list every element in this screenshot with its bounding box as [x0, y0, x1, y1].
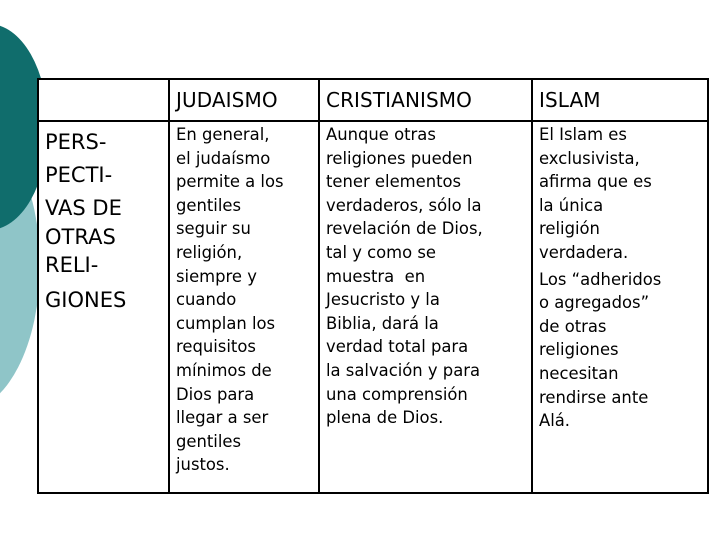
text-line: verdaderos, sólo la [326, 195, 482, 215]
islam-paragraph-2 [539, 268, 702, 433]
text-line: siempre y [176, 266, 257, 286]
text-line: justos. [176, 455, 230, 475]
cristianismo-paragraph [326, 123, 526, 430]
perspectives-row [38, 121, 708, 493]
text-line: permite a los [176, 172, 284, 192]
text-line: afirma que es [539, 172, 652, 192]
text-line: Biblia, dará la [326, 313, 439, 333]
text-line: necesitan [539, 363, 619, 383]
text-line: cumplan los [176, 313, 276, 333]
text-line: gentiles [176, 195, 242, 215]
header-islam: ISLAM [532, 79, 708, 121]
text-line: Dios para [176, 384, 255, 404]
text-line: religiones [539, 340, 619, 360]
text-line: Jesucristo y la [326, 290, 440, 310]
text-line: gentiles [176, 431, 242, 451]
text-line: plena de Dios. [326, 408, 444, 428]
text-line: el judaísmo [176, 148, 271, 168]
text-line: El Islam es [539, 125, 627, 144]
religions-comparison-table [37, 78, 709, 494]
text-line: En general, [176, 125, 270, 144]
text-line: religiones pueden [326, 148, 473, 168]
text-line: tal y como se [326, 242, 437, 262]
header-row [38, 79, 708, 121]
judaismo-paragraph [176, 123, 313, 477]
text-line: Alá. [539, 411, 571, 431]
text-line: la única [539, 195, 604, 215]
text-line: muestra en [326, 266, 426, 286]
text-line: mínimos de [176, 360, 272, 380]
islam-paragraph-1 [539, 123, 702, 265]
row-label-line: GIONES [45, 288, 127, 312]
text-line: requisitos [176, 337, 256, 357]
text-line: revelación de Dios, [326, 219, 483, 239]
text-line: religión, [176, 242, 243, 262]
row-label-line: VAS DE [45, 196, 122, 220]
text-line: llegar a ser [176, 408, 269, 428]
header-empty [38, 79, 169, 121]
text-line: de otras [539, 316, 607, 336]
cristianismo-text [319, 121, 532, 493]
text-line: verdadera. [539, 242, 629, 262]
text-line: la salvación y para [326, 360, 481, 380]
row-label-line: RELI- [45, 253, 99, 277]
islam-text [532, 121, 708, 493]
text-line: seguir su [176, 219, 251, 239]
text-line: tener elementos [326, 172, 462, 192]
row-label-perspectivas [38, 121, 169, 493]
text-line: o agregados” [539, 293, 650, 313]
row-label-line: OTRAS [45, 225, 116, 249]
text-line: verdad total para [326, 337, 469, 357]
text-line: cuando [176, 290, 237, 310]
header-cristianismo: CRISTIANISMO [319, 79, 532, 121]
text-line: religión [539, 219, 600, 239]
text-line: exclusivista, [539, 148, 640, 168]
row-label-line: PERS- [45, 130, 107, 154]
text-line: Aunque otras [326, 125, 436, 144]
text-line: rendirse ante [539, 387, 649, 407]
header-judaismo: JUDAISMO [169, 79, 319, 121]
judaismo-text [169, 121, 319, 493]
row-label-line: PECTI- [45, 163, 113, 187]
text-line: Los “adheridos [539, 269, 662, 289]
text-line: una comprensión [326, 384, 468, 404]
